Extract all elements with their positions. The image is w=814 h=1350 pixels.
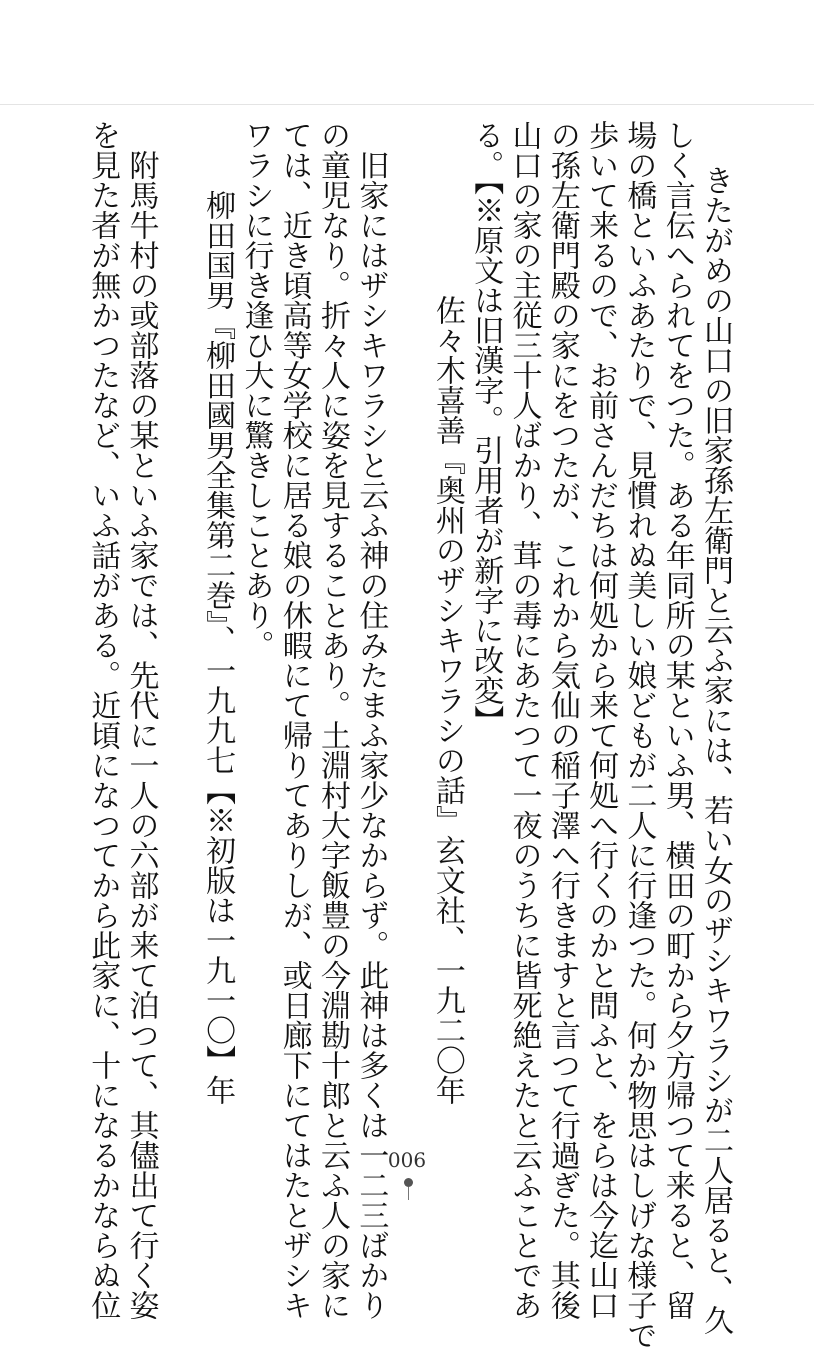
quote2-line: 旧家にはザシキワラシと云ふ神の住みたまふ家少なからず。此神は多くは一二三ばかり	[353, 150, 389, 1320]
binding-dot-icon	[404, 1178, 413, 1187]
page-number-area	[0, 1148, 814, 1172]
quote1-line: 場の橋といふあたりで、見慣れぬ美しい娘どもが二人に行逢つた。何か物思はしげな様子で	[621, 120, 657, 1350]
quote1-line: きたがめの山口の旧家孫左衛門と云ふ家には、若い女のザシキワラシが二人居ると、久	[698, 165, 733, 1335]
paragraph3-line: 附馬牛村の或部落の某といふ家では、先代に一人の六部が来て泊つて、其儘出て行く姿	[123, 150, 159, 1320]
quote1-line: 歩いて来るので、お前さんだちは何処から来て何処へ行くのかと問ふと、をらは今迄山口	[583, 120, 619, 1320]
binding-line	[408, 1187, 409, 1200]
quote1-line: る。【※原文は旧漢字。引用者が新字に改変】	[468, 120, 504, 735]
quote2-line: ワラシに行き逢ひ大に驚きしことあり。	[238, 120, 274, 660]
header-rule	[0, 104, 814, 105]
blank-line	[389, 120, 427, 1115]
page-number: 006	[387, 1148, 427, 1172]
quote1-line: の孫左衛門殿の家にをつたが、これから気仙の稲子澤へ行きますと言つて行過ぎた。其後	[544, 120, 580, 1320]
quote1-line: 山口の家の主従三十人ばかり、茸の毒にあたつて一夜のうちに皆死絶えたと云ふことであ	[506, 120, 542, 1320]
paragraph3-line: を見た者が無かつたなど、いふ話がある。近頃になつてから此家に、十になるかならぬ位	[85, 120, 121, 1320]
citation-sasaki: 佐々木喜善『奥州のザシキワラシの話』玄文社、一九二〇年	[429, 295, 465, 1105]
quote2-line: ては、近き頃高等女学校に居る娘の休暇にて帰りてありしが、或日廊下にてはたとザシキ	[276, 120, 312, 1320]
citation-yanagita: 柳田国男『柳田國男全集第二巻』、一九九七【※初版は一九一〇】年	[200, 190, 236, 1105]
quote1-line: しく言伝へられてをつた。ある年同所の某といふ男、横田の町から夕方帰つて来ると、留	[659, 120, 695, 1320]
quote2-line: の童児なり。折々人に姿を見することあり。土淵村大字飯豊の今淵勘十郎と云ふ人の家に	[315, 120, 351, 1320]
blank-line	[160, 120, 198, 1115]
